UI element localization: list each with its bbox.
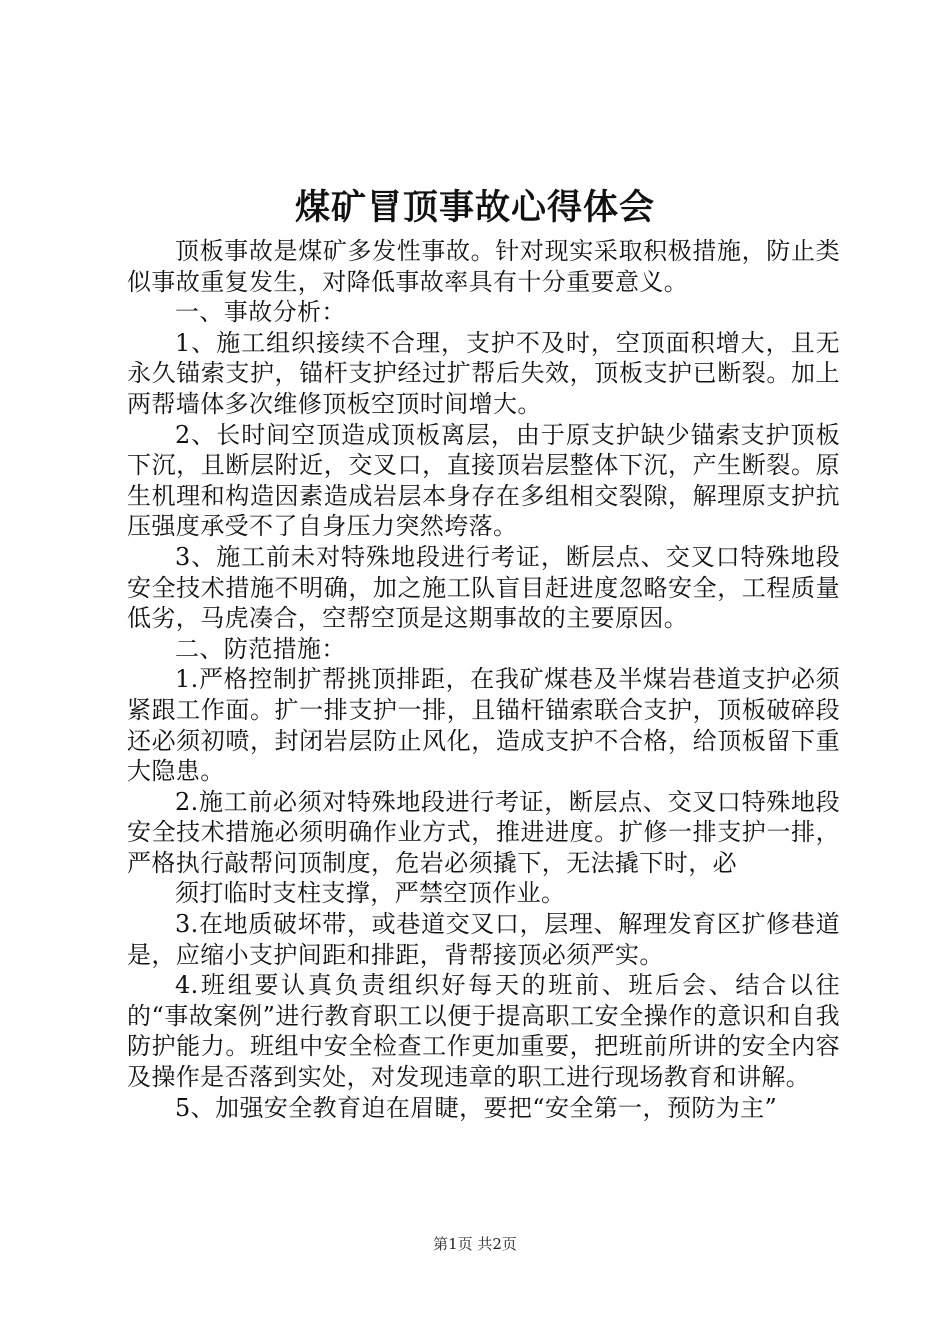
paragraph-measure-5: 5、加强安全教育迫在眉睫，要把“安全第一，预防为主” [175, 1093, 778, 1122]
page-number-footer: 第1页 共2页 [433, 1235, 517, 1253]
paragraph-measure-2: 2.施工前必须对特殊地段进行考证，断层点、交叉口特殊地段安全技术措施必须明确作业方式，推进进度。扩修一排支护一排，严格执行敲帮问顶制度，危岩必须撬下，无法撬下时，必 [127, 787, 840, 877]
paragraph-measure-3: 3.在地质破坏带，或巷道交叉口，层理、解理发育区扩修巷道是，应缩小支护间距和排距，背帮接顶必须严实。 [127, 910, 840, 969]
paragraph-analysis-1: 1、施工组织接续不合理，支护不及时，空顶面积增大，且无永久锚索支护，锚杆支护经过扩帮后失效，顶板支护已断裂。加上两帮墙体多次维修顶板空顶时间增大。 [127, 328, 840, 418]
document-title: 煤矿冒顶事故心得体会 [294, 187, 655, 228]
paragraph-analysis-3: 3、施工前未对特殊地段进行考证，断层点、交叉口特殊地段安全技术措施不明确，加之施工队盲目赶进度忽略安全，工程质量低劣，马虎凑合，空帮空顶是这期事故的主要原因。 [127, 542, 840, 633]
paragraph-measure-1: 1.严格控制扩帮挑顶排距，在我矿煤巷及半煤岩巷道支护必须紧跟工作面。扩一排支护一排，且锚杆锚索联合支护，顶板破碎段还必须初喷，封闭岩层防止风化，造成支护不合格，给顶板留下重大隐患。 [127, 665, 840, 786]
paragraph-measure-4: 4.班组要认真负责组织好每天的班前、班后会、结合以往的“事故案例”进行教育职工以便于提高职工安全操作的意识和自我防护能力。班组中安全检查工作更加重要，把班前所讲的安全内容及操作是否落到实处，对发现违章的职工进行现场教育和讲解。 [127, 971, 840, 1092]
paragraph-intro: 顶板事故是煤矿多发性事故。针对现实采取积极措施，防止类似事故重复发生，对降低事故率具有十分重要意义。 [127, 237, 840, 296]
paragraph-analysis-2: 2、长时间空顶造成顶板离层，由于原支护缺少锚索支护顶板下沉，且断层附近，交叉口，直接顶岩层整体下沉，产生断裂。原生机理和构造因素造成岩层本身存在多组相交裂隙，解理原支护抗压强度承受不了自身压力突然垮落。 [127, 420, 840, 541]
section-heading-analysis: 一、事故分析： [175, 298, 346, 327]
document-body [127, 236, 840, 1123]
section-heading-measures: 二、防范措施： [175, 634, 346, 663]
paragraph-measure-2-continued: 须打临时支柱支撑，严禁空顶作业。 [175, 879, 566, 908]
